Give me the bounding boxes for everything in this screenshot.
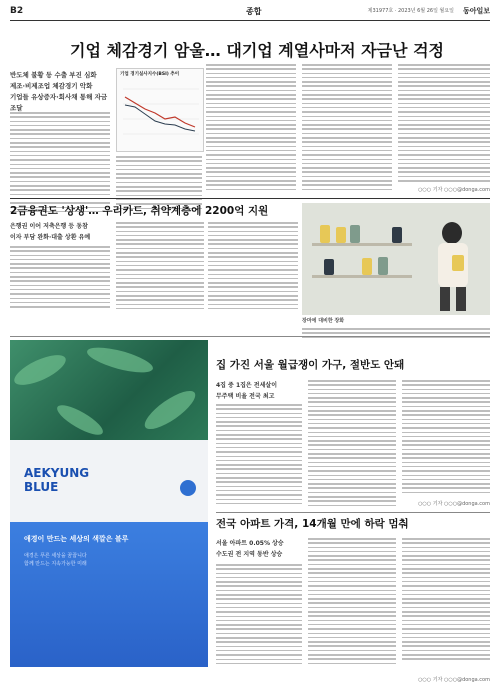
article3-subheads — [216, 380, 302, 402]
article1-headline: 기업 체감경기 암울… 대기업 계열사마저 자금난 걱정 — [70, 41, 444, 60]
chart-plot — [117, 79, 203, 149]
ad-brand — [24, 466, 89, 494]
photo-caption — [302, 318, 490, 341]
rain-boots-photo — [302, 203, 490, 315]
subhead: 반도체 불황 등 수출 부진 심화 — [10, 71, 97, 79]
subhead: 제조·비제조업 체감경기 악화 — [10, 82, 93, 90]
article2-subheads — [10, 221, 110, 243]
subhead: 은행권 이어 저축은행 등 동참 — [10, 223, 88, 230]
ad-leaf-image — [10, 340, 208, 440]
divider — [216, 512, 490, 513]
subhead: 서울 아파트 0.05% 상승 — [216, 540, 284, 547]
article4-byline: ○○○ 기자 ○○○@donga.com — [418, 677, 490, 683]
ad-subline: 함께 만드는 지속가능한 미래 — [24, 561, 87, 567]
article1-body-col3 — [206, 64, 296, 193]
article4-body-col3 — [402, 538, 490, 663]
article4-subheads — [216, 538, 302, 560]
ad-blue-panel — [10, 522, 208, 667]
article1-subheads — [10, 70, 110, 114]
article4-body-col2 — [308, 538, 396, 667]
subhead: 기업들 유상증자·회사채 통해 자금 조달 — [10, 93, 108, 112]
article2-body-col2 — [116, 222, 204, 312]
ad-brand-panel — [10, 440, 208, 522]
article4-body-col1 — [216, 564, 302, 667]
subhead: 수도권 전 지역 동반 상승 — [216, 551, 283, 558]
article2-body-col3 — [208, 222, 298, 312]
brand-line: AEKYUNG — [24, 466, 90, 480]
newspaper-logo: 동아일보 — [462, 6, 490, 15]
article3-body-col3 — [402, 380, 490, 496]
page-number: B2 — [10, 6, 24, 16]
photo-illustration — [302, 203, 490, 315]
chart-title: 기업 경기실사지수(BSI) 추이 — [120, 72, 180, 77]
ad-tagline: 애경이 만드는 세상의 색깔은 블루 — [24, 535, 129, 543]
section-name: 종합 — [246, 7, 262, 16]
ad-subline: 애경은 푸른 세상을 꿈꿉니다 — [24, 553, 87, 559]
article4-headline: 전국 아파트 가격, 14개월 만에 하락 멈춰 — [216, 518, 409, 530]
article3-headline: 집 가진 서울 월급쟁이 가구, 절반도 안돼 — [216, 359, 405, 371]
article3-body-col2 — [308, 380, 396, 509]
subhead: 무주택 비율 전국 최고 — [216, 393, 275, 400]
page-header — [10, 6, 490, 21]
article2-headline: 2금융권도 '상생'… 우리카드, 취약계층에 2200억 지원 — [10, 205, 269, 217]
chart-line-series — [125, 105, 195, 131]
article2-body-col1 — [10, 246, 110, 310]
subhead: 이자 부담 완화·대출 상환 유예 — [10, 234, 91, 241]
aekyung-advertisement — [10, 340, 208, 667]
divider — [10, 198, 490, 199]
brand-line: BLUE — [24, 480, 59, 494]
article3-byline: ○○○ 기자 ○○○@donga.com — [418, 501, 490, 507]
article1-byline: ○○○ 기자 ○○○@donga.com — [418, 187, 490, 193]
ad-logo-icon — [180, 480, 196, 496]
bsi-chart — [116, 68, 204, 152]
divider — [10, 336, 490, 337]
caption-title: 장마에 대비한 장화 — [302, 318, 345, 324]
subhead: 4집 중 1집은 전세살이 — [216, 382, 277, 389]
article3-body-col1 — [216, 404, 302, 507]
article1-body-col1 — [10, 112, 110, 215]
issue-meta: 제31977호 · 2023년 6월 26일 월요일 — [367, 8, 454, 14]
article1-body-col4 — [302, 64, 392, 193]
article1-body-col5 — [398, 64, 490, 184]
ad-sublines — [24, 552, 87, 568]
